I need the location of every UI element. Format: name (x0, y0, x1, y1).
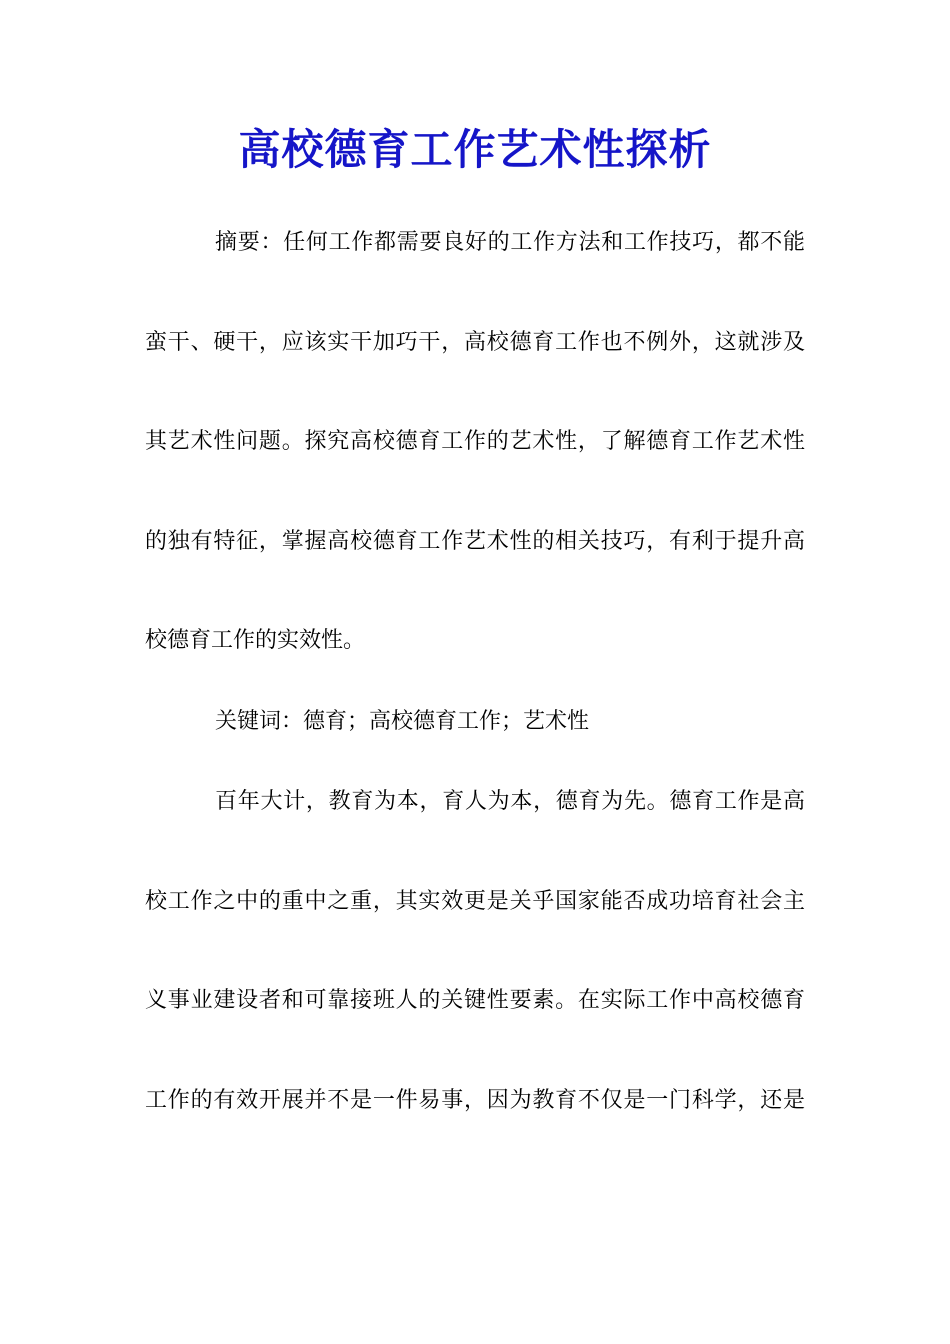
body-line: 校工作之中的重中之重，其实效更是关乎国家能否成功培育社会主 (145, 889, 805, 914)
keywords-line: 关键词：德育；高校德育工作；艺术性 (215, 709, 590, 734)
abstract-line: 其艺术性问题。探究高校德育工作的艺术性，了解德育工作艺术性 (145, 429, 805, 454)
abstract-line: 蛮干、硬干，应该实干加巧干，高校德育工作也不例外，这就涉及 (145, 330, 805, 355)
abstract-line: 的独有特征，掌握高校德育工作艺术性的相关技巧，有利于提升高 (145, 529, 805, 554)
document-title: 高校德育工作艺术性探析 (238, 125, 712, 174)
body-line: 工作的有效开展并不是一件易事，因为教育不仅是一门科学，还是 (145, 1088, 805, 1113)
body-line: 百年大计，教育为本，育人为本，德育为先。德育工作是高 (215, 789, 805, 814)
abstract-line: 摘要：任何工作都需要良好的工作方法和工作技巧，都不能 (215, 230, 805, 255)
body-line: 义事业建设者和可靠接班人的关键性要素。在实际工作中高校德育 (145, 988, 805, 1013)
abstract-line: 校德育工作的实效性。 (145, 628, 366, 653)
